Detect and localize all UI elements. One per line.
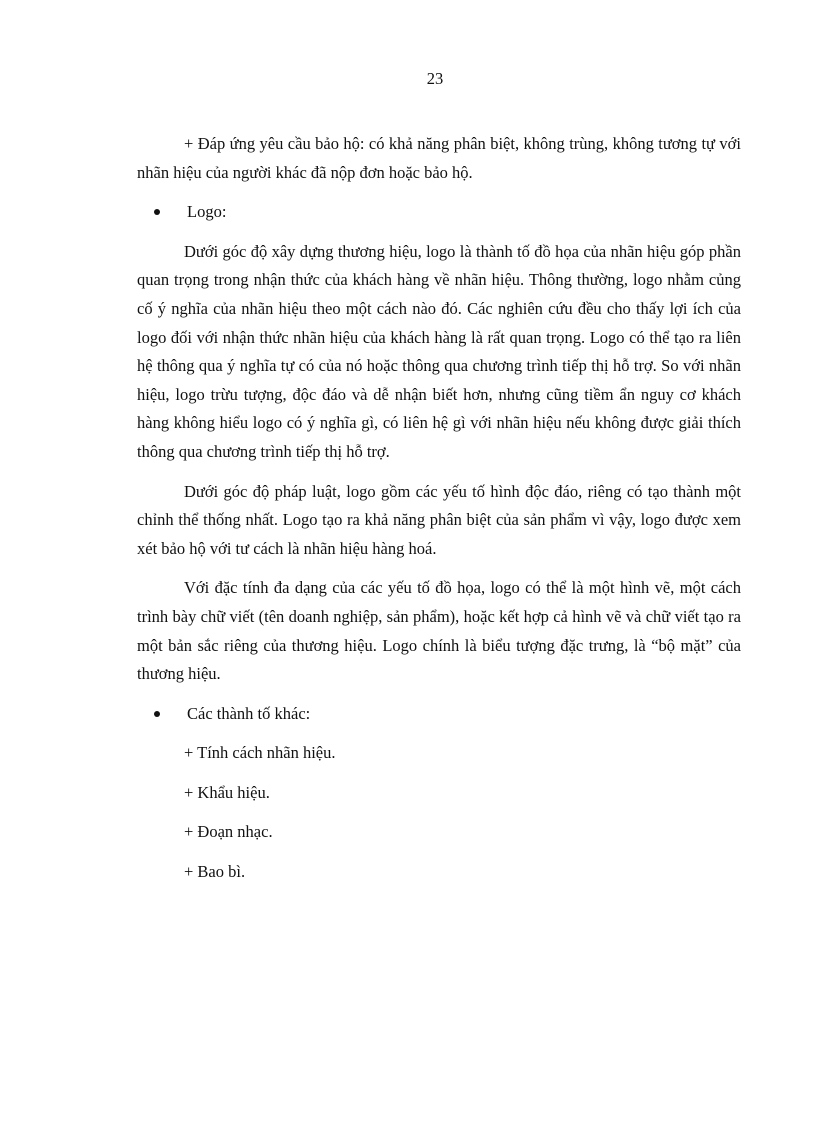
- bullet-logo: [137, 198, 741, 227]
- list-item: + Khẩu hiệu.: [184, 782, 270, 802]
- paragraph-logo-graphics: Với đặc tính đa dạng của các yếu tố đồ họa, logo có thể là một hình vẽ, một cách trình bày chữ viết (tên doanh nghiệp, sản phẩm), hoặc kết hợp cả hình vẽ và chữ viết tạo ra một bản sắc riêng của thương hiệu. Logo chính là biểu tượng đặc trưng, là “bộ mặt” của thương hiệu.: [137, 578, 741, 684]
- bullet-logo-label: Logo:: [187, 202, 227, 222]
- list-item: + Bao bì.: [184, 862, 246, 882]
- list-item: + Đoạn nhạc.: [184, 822, 273, 842]
- bullet-dot-icon: [154, 209, 160, 215]
- list-item: + Tính cách nhãn hiệu.: [184, 743, 336, 763]
- paragraph-protection-requirement: + Đáp ứng yêu cầu bảo hộ: có khả năng phân biệt, không trùng, không tương tự với nhãn hiệu của người khác đã nộp đơn hoặc bảo hộ.: [137, 134, 741, 182]
- paragraph-logo-legal: Dưới góc độ pháp luật, logo gồm các yếu tố hình độc đáo, riêng có tạo thành một chỉnh thể thống nhất. Logo tạo ra khả năng phân biệt của sản phẩm vì vậy, logo được xem xét bảo hộ với tư cách là nhãn hiệu hàng hoá.: [137, 481, 741, 558]
- page-number: 23: [426, 69, 444, 88]
- paragraph-logo-branding: Dưới góc độ xây dựng thương hiệu, logo là thành tố đồ họa của nhãn hiệu góp phần quan trọng trong nhận thức của khách hàng về nhãn hiệu. Thông thường, logo nhằm củng cố ý nghĩa của nhãn hiệu theo một cách nào đó. Các nghiên cứu đều cho thấy lợi ích của logo đối với nhận thức nhãn hiệu của khách hàng là rất quan trọng. Logo có thể tạo ra liên hệ thông qua ý nghĩa tự có của nó hoặc thông qua chương trình tiếp thị hỗ trợ. So với nhãn hiệu, logo trừu tượng, độc đáo và dễ nhận biết hơn, nhưng cũng tiềm ẩn nguy cơ khách hàng không hiểu logo có ý nghĩa gì, có liên hệ gì với nhãn hiệu nếu không được giải thích thông qua chương trình tiếp thị hỗ trợ.: [137, 241, 741, 461]
- bullet-other-label: Các thành tố khác:: [187, 703, 311, 723]
- bullet-dot-icon: [154, 711, 160, 717]
- document-body: [137, 130, 741, 898]
- bullet-other-elements: [137, 700, 741, 729]
